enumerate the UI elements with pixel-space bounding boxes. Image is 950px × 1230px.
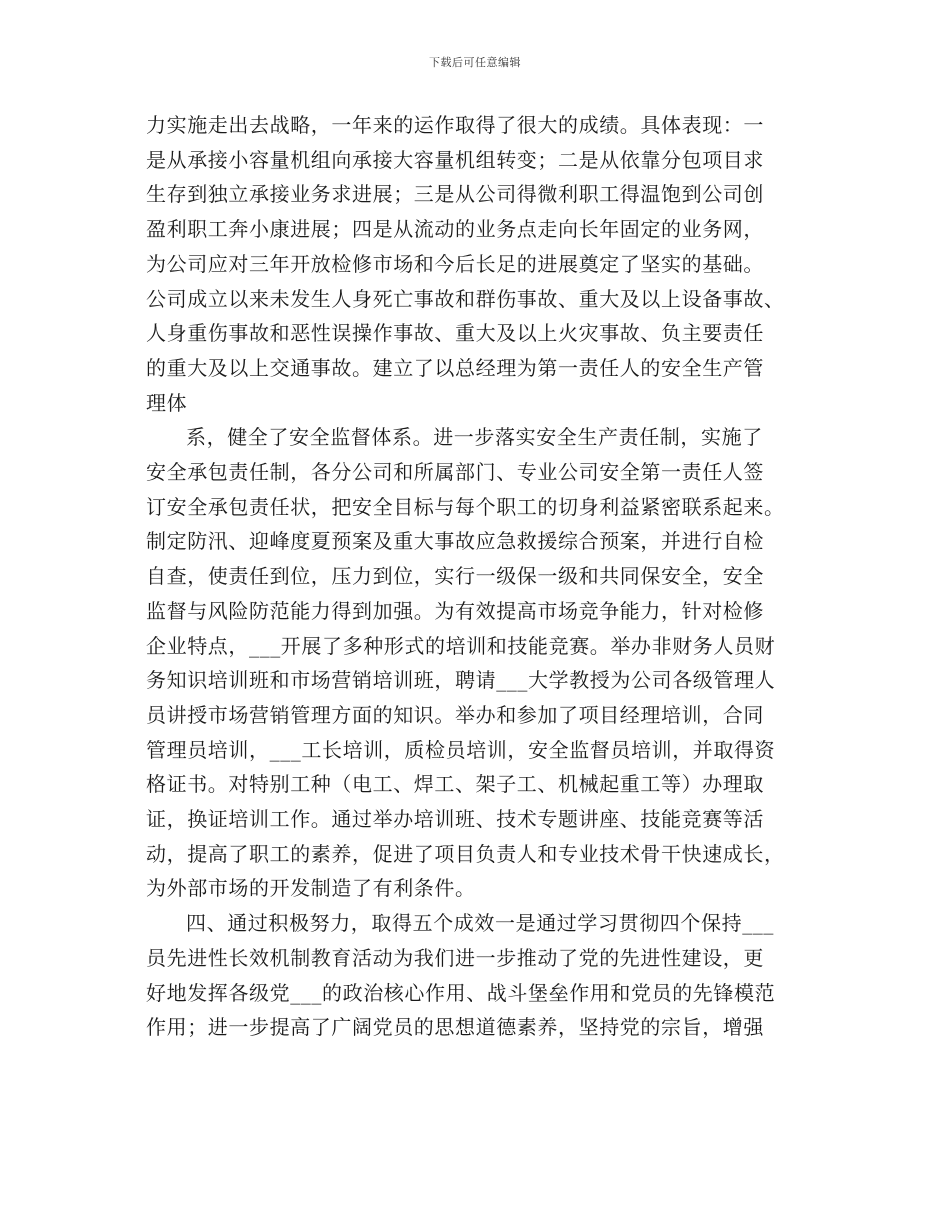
paragraph-1 bbox=[146, 108, 826, 420]
text-line: 好地发挥各级党___的政治核心作用、战斗堡垒作用和党员的先锋模范 bbox=[146, 980, 776, 1005]
text-line: 订安全承包责任状，把安全目标与每个职工的切身利益紧密联系起来。 bbox=[146, 494, 785, 519]
page-header: 下载后可任意编辑 bbox=[429, 56, 521, 69]
text-line: 务知识培训班和市场营销培训班，聘请___大学教授为公司各级管理人 bbox=[146, 668, 776, 693]
text-line: 理体 bbox=[146, 390, 188, 415]
text-line: 为公司应对三年开放检修市场和今后长足的进展奠定了坚实的基础。 bbox=[146, 251, 764, 276]
text-line: 四、通过积极努力，取得五个成效一是通过学习贯彻四个保持___ bbox=[186, 911, 774, 936]
text-line: 公司成立以来未发生人身死亡事故和群伤事故、重大及以上设备事故、 bbox=[146, 286, 785, 311]
text-line: 安全承包责任制，各分公司和所属部门、专业公司安全第一责任人签 bbox=[146, 460, 764, 485]
text-line: 管理员培训，___工长培训，质检员培训，安全监督员培训，并取得资 bbox=[146, 737, 776, 762]
text-line: 系，健全了安全监督体系。进一步落实安全生产责任制，实施了 bbox=[186, 425, 763, 450]
text-line: 是从承接小容量机组向承接大容量机组转变；二是从依靠分包项目求 bbox=[146, 147, 764, 172]
text-line: 力实施走出去战略，一年来的运作取得了很大的成绩。具体表现：一 bbox=[146, 113, 764, 137]
text-line: 员先进性长效机制教育活动为我们进一步推动了党的先进性建设，更 bbox=[146, 945, 764, 970]
text-line: 作用；进一步提高了广阔党员的思想道德素养，坚持党的宗旨，增强 bbox=[146, 1015, 764, 1040]
text-line: 生存到独立承接业务求进展；三是从公司得微利职工得温饱到公司创 bbox=[146, 182, 764, 207]
text-line: 制定防汛、迎峰度夏预案及重大事故应急救援综合预案，并进行自检 bbox=[146, 529, 764, 554]
text-line: 动，提高了职工的素养，促进了项目负责人和专业技术骨干快速成长， bbox=[146, 841, 785, 866]
text-line: 为外部市场的开发制造了有利条件。 bbox=[146, 876, 476, 901]
text-line: 的重大及以上交通事故。建立了以总经理为第一责任人的安全生产管 bbox=[146, 355, 764, 380]
text-line: 监督与风险防范能力得到加强。为有效提高市场竞争能力，针对检修 bbox=[146, 598, 764, 623]
paragraph-3 bbox=[146, 906, 826, 1045]
text-line: 员讲授市场营销管理方面的知识。举办和参加了项目经理培训，合同 bbox=[146, 702, 764, 727]
paragraph-2 bbox=[146, 420, 826, 906]
text-line: 企业特点，___开展了多种形式的培训和技能竞赛。举办非财务人员财 bbox=[146, 633, 776, 658]
text-line: 人身重伤事故和恶性误操作事故、重大及以上火灾事故、负主要责任 bbox=[146, 321, 764, 346]
document-body bbox=[146, 108, 826, 1045]
text-line: 格证书。对特别工种（电工、焊工、架子工、机械起重工等）办理取 bbox=[146, 772, 764, 797]
text-line: 自查，使责任到位，压力到位，实行一级保一级和共同保安全，安全 bbox=[146, 564, 764, 589]
text-line: 盈利职工奔小康进展；四是从流动的业务点走向长年固定的业务网， bbox=[146, 217, 764, 242]
text-line: 证，换证培训工作。通过举办培训班、技术专题讲座、技能竞赛等活 bbox=[146, 807, 764, 832]
